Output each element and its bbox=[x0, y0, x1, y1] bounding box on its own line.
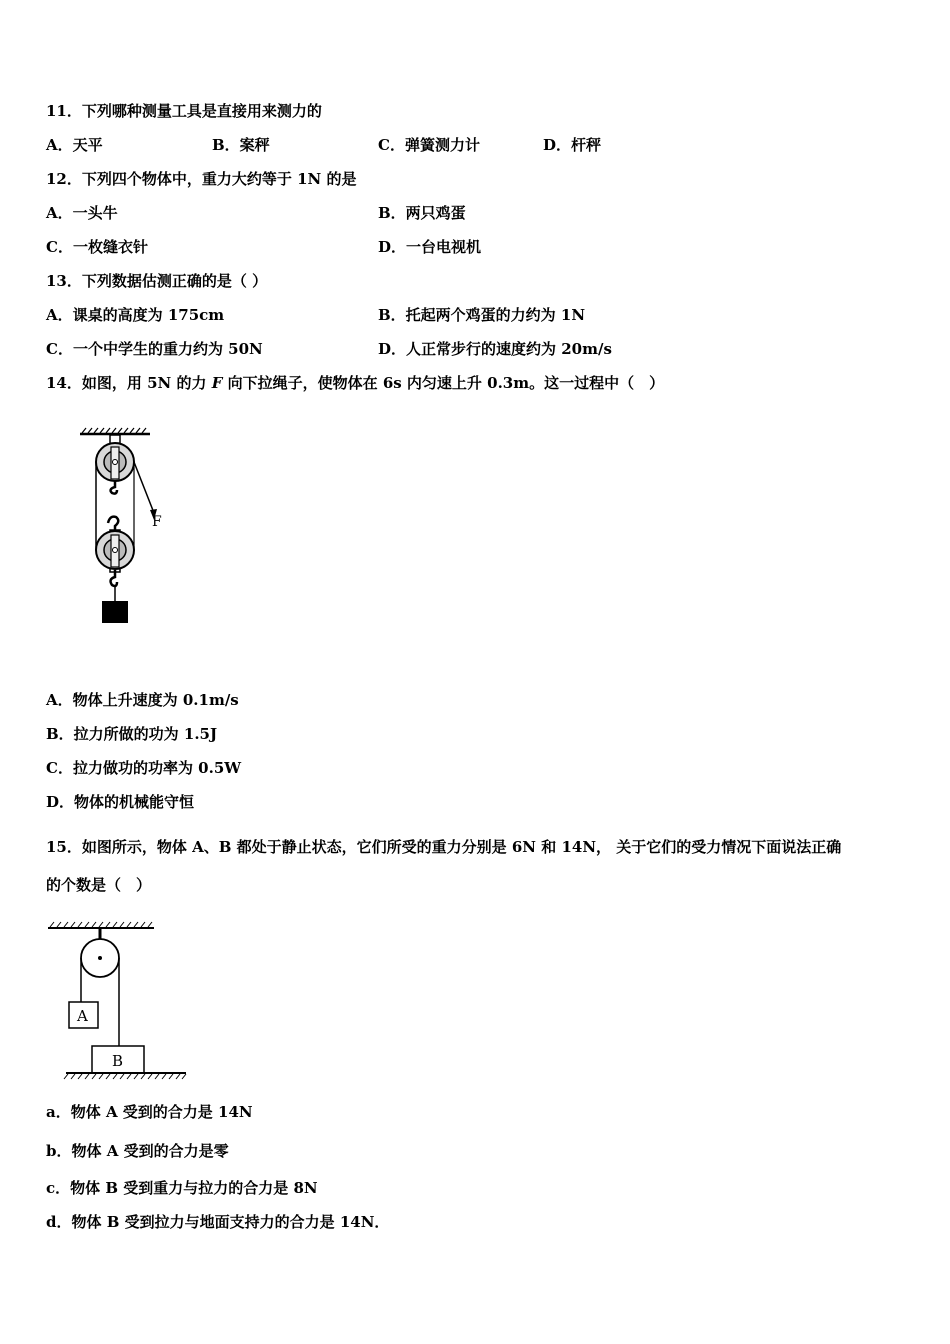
q14-stem-part-a: 14．如图，用 5N 的力 bbox=[46, 374, 207, 392]
q13-option-a: A．课桌的高度为 175cm bbox=[46, 306, 225, 324]
q11-option-a: A．天平 bbox=[46, 136, 103, 154]
question-13-stem: 13．下列数据估测正确的是（ ） bbox=[46, 272, 268, 290]
q15-statement-d: d．物体 B 受到拉力与地面支持力的合力是 14N． bbox=[46, 1213, 390, 1231]
q14-stem-part-b: 向下拉绳子，使物体在 6s 内匀速上升 0.3m。这一过程中（ ） bbox=[227, 374, 665, 392]
q14-option-b: B．拉力所做的功为 1.5J bbox=[46, 725, 218, 743]
pulley-blocks-figure bbox=[44, 918, 194, 1083]
pulley-system-figure bbox=[70, 425, 180, 630]
q15-statement-c: c．物体 B 受到重力与拉力的合力是 8N bbox=[46, 1179, 318, 1197]
q12-option-c: C．一枚缝衣针 bbox=[46, 238, 148, 256]
q13-option-c: C．一个中学生的重力约为 50N bbox=[46, 340, 263, 358]
q13-option-b: B．托起两个鸡蛋的力约为 1N bbox=[378, 306, 586, 324]
q15-statement-b: b．物体 A 受到的合力是零 bbox=[46, 1142, 229, 1160]
q15-statement-a: a．物体 A 受到的合力是 14N bbox=[46, 1103, 253, 1121]
q14-stem-force-symbol: F bbox=[211, 374, 223, 392]
q14-option-c: C．拉力做功的功率为 0.5W bbox=[46, 759, 242, 777]
q12-option-d: D．一台电视机 bbox=[378, 238, 482, 256]
q11-option-d: D．杆秤 bbox=[543, 136, 602, 154]
q11-option-b: B．案秤 bbox=[212, 136, 270, 154]
q13-option-d: D．人正常步行的速度约为 20m/s bbox=[378, 340, 612, 358]
q11-option-c: C．弹簧测力计 bbox=[378, 136, 480, 154]
q12-option-a: A．一头牛 bbox=[46, 204, 118, 222]
question-12-stem: 12．下列四个物体中，重力大约等于 1N 的是 bbox=[46, 170, 357, 188]
q14-option-a: A．物体上升速度为 0.1m/s bbox=[46, 691, 239, 709]
figure-force-label: F bbox=[152, 514, 162, 530]
question-15-stem-line-1: 15．如图所示，物体 A、B 都处于静止状态，它们所受的重力分别是 6N 和 14N， 关于它们的受力情况下面说法正确 bbox=[46, 838, 842, 856]
q12-option-b: B．两只鸡蛋 bbox=[378, 204, 466, 222]
q14-option-d: D．物体的机械能守恒 bbox=[46, 793, 195, 811]
question-14-stem bbox=[46, 373, 664, 393]
question-15-stem-line-2: 的个数是（ ） bbox=[46, 876, 152, 894]
block-b-label: B bbox=[112, 1052, 124, 1070]
question-11-stem: 11．下列哪种测量工具是直接用来测力的 bbox=[46, 102, 322, 120]
block-a-label: A bbox=[77, 1007, 88, 1025]
